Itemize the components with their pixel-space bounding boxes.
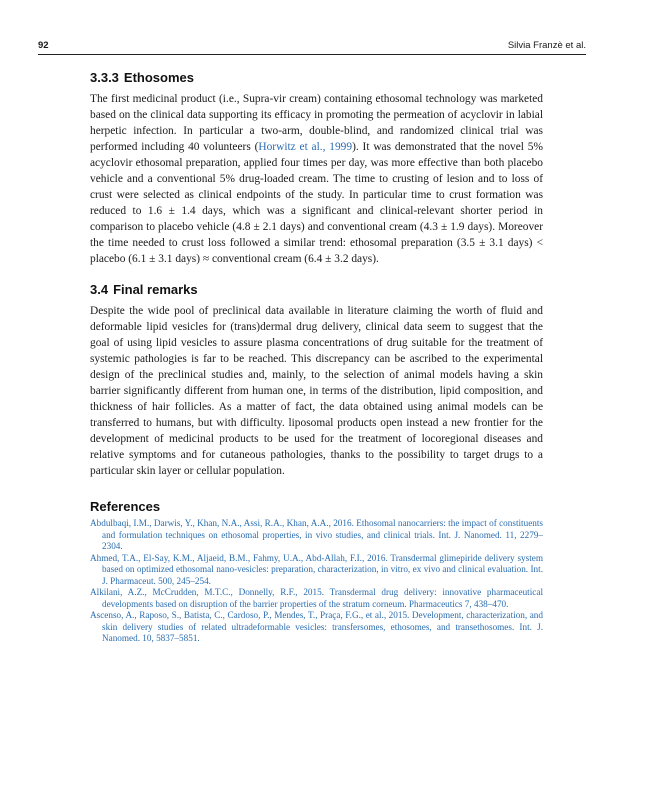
- section-heading-ethosomes: [90, 70, 543, 85]
- paragraph-text: The first medicinal product (i.e., Supra-vir cream) containing ethosomal technology was marketed based on the clinical data supporting its efficacy in promoting the permeation of acyclovir in labial herpetic infection. In particular a two-arm, double-blind, and randomized clinical trial was performed including 40 volunteers (: [90, 93, 543, 153]
- paragraph-text: ). It was demonstrated that the novel 5% acyclovir ethosomal preparation, applied four times per day, was more effective than both placebo vehicle and a conventional 5% drug-loaded cream. The time to crusting of lesion and to loss of crust were selected as clinical endpoints of the study. In particular time to crust formation was reduced to 1.6 ± 1.4 days, which was a significant and clinical-relevant shorter period in comparison to placebo vehicle (4.8 ± 2.1 days) and conventional cream (4.3 ± 1.9 days). Moreover the time needed to crust loss followed a similar trend: ethosomal preparation (3.5 ± 3.1 days) < placebo (6.1 ± 3.1 days) ≈ conventional cream (6.4 ± 3.2 days).: [90, 141, 543, 265]
- section-number: 3.3.3: [90, 70, 119, 85]
- section-title: Final remarks: [113, 282, 198, 297]
- paragraph-ethosomes: [90, 91, 543, 267]
- paragraph-final-remarks: Despite the wide pool of preclinical data available in literature claiming the worth of fluid and deformable lipid vesicles for (trans)dermal drug delivery, clinical data seem to suggest that the goal of using lipid vesicles to assure plasma concentrations of drug suitable for the treatment of systemic pathologies is far to be reached. This discrepancy can be ascribed to the experimental design of the preclinical studies and, mainly, to the selection of animal models having a skin barrier significantly different from human one, in terms of the distribution, lipid composition, and thickness of hair follicles. As a matter of fact, the data obtained using animal models can be transferred to humans, but with difficulty. liposomal products open instead a new frontier for the development of medicinal products to be used for the treatment of locoregional diseases and relative symptoms and for cutaneous pathologies, thanks to the possibility to target drugs to a particular skin layer or cellular population.: [90, 305, 543, 477]
- page-header: [38, 40, 586, 55]
- section-title: Ethosomes: [123, 70, 194, 85]
- citation-link[interactable]: Horwitz et al., 1999: [258, 141, 353, 153]
- running-head: Silvia Franzè et al.: [507, 40, 586, 51]
- references-heading: References: [90, 499, 161, 514]
- section-heading-final-remarks: [90, 282, 543, 297]
- page-content: [90, 70, 543, 645]
- reference-item[interactable]: Abdulbaqi, I.M., Darwis, Y., Khan, N.A., Assi, R.A., Khan, A.A., 2016. Ethosomal nanocarriers: the impact of constituents and formulation techniques on ethosomal properties, in vivo studies, and clinical trials. Int. J. Nanomed. 11, 2279–2304.: [90, 518, 543, 551]
- section-number: 3.4: [90, 282, 109, 297]
- page-number: 92: [38, 40, 49, 51]
- reference-list: [90, 518, 543, 645]
- reference-item[interactable]: Alkilani, A.Z., McCrudden, M.T.C., Donnelly, R.F., 2015. Transdermal drug delivery: innovative pharmaceutical developments based on disruption of the barrier properties of the stratum corneum. Pharmaceutics 7, 438–470.: [90, 587, 543, 609]
- reference-item[interactable]: Ahmed, T.A., El-Say, K.M., Aljaeid, B.M., Fahmy, U.A., Abd-Allah, F.I., 2016. Transdermal glimepiride delivery system based on optimized ethosomal nano-vesicles: preparation, characterization, in vitro, ex vivo and clinical evaluation. Int. J. Pharmaceut. 500, 245–254.: [90, 552, 543, 586]
- reference-item[interactable]: Ascenso, A., Raposo, S., Batista, C., Cardoso, P., Mendes, T., Praça, F.G., et al., 2015. Development, characterization, and skin delivery studies of related ultradeformable vesicles: transfersomes, ethosomes, and transethosomes. Int. J. Nanomed. 10, 5837–5851.: [90, 610, 543, 643]
